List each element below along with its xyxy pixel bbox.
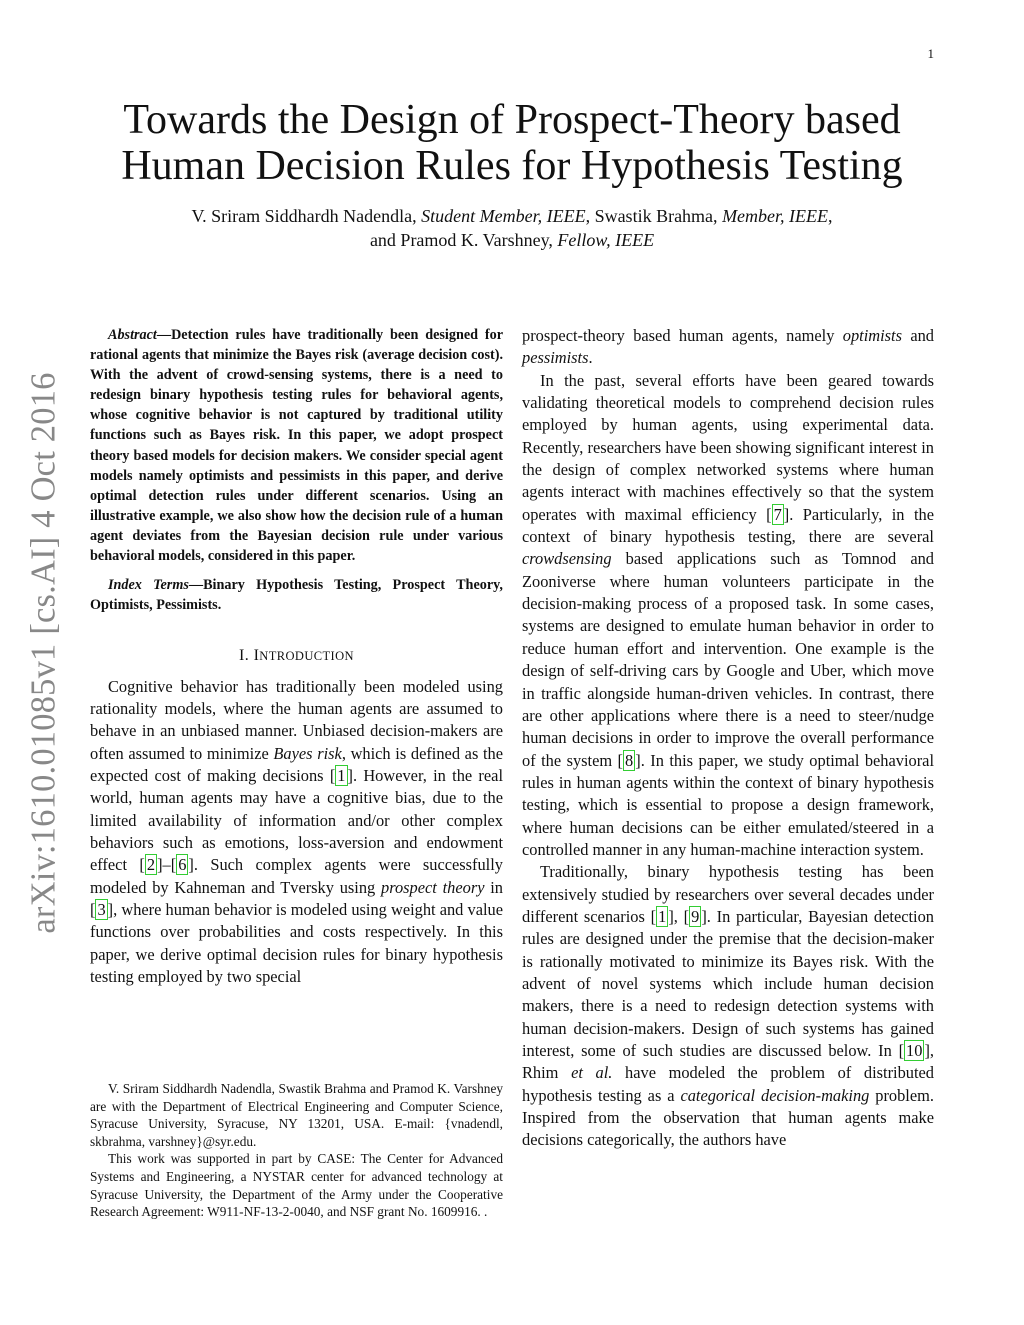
abstract-text: —Detection rules have traditionally been designed for rational agents that minimize the Bayes risk (average decision cost). With the advent of crowd-sensing systems, there is a need to redesign binary hypothesis testing rules for behavioral agents, whose cognitive behavior is not captured by traditional utility functions such as Bayes risk. In this paper, we adopt prospect theory based models for decision makers. We consider special agent models namely optimists and pessimists in this paper, and derive optimal detection rules under different scenarios. Using an illustrative example, we also show how the decision rule of a human agent deviates from the Bayesian decision rule under various behavioral models, considered in this paper. bbox=[90, 327, 503, 565]
right-paragraph-3: Traditionally, binary hypothesis testing has been extensively studied by researchers over several decades under different scenarios [ 1 ], [ 9 ]. In particular, Bayesian detection rules are designed under the premise that the decision-maker is rationally motivated to minimize its Bayes risk. With the advent of novel systems which include human decision makers, there is a need to redesign detection systems with human decision-makers. Design of such systems has gained interest, some of such studies are discussed below. In [ 10 ], Rhim et al. have modeled the problem of distributed hypothesis testing as a categorical decision-making problem. Inspired from the observation that human agents make decisions categorically, the authors have bbox=[522, 862, 934, 1150]
citation-link[interactable]: 6 bbox=[178, 855, 187, 875]
footnote-affiliation: V. Sriram Siddhardh Nadendla, Swastik Brahma and Pramod K. Varshney are with the Department of Electrical Engineering and Computer Science, Syracuse University, Syracuse, NY 13201, USA. E-mail: {vnadendl, skbrahma, varshney}@syr.edu. bbox=[90, 1081, 503, 1149]
citation-link[interactable]: 10 bbox=[906, 1041, 923, 1060]
index-terms bbox=[90, 575, 503, 615]
left-column bbox=[90, 325, 503, 988]
author-2-role: Member, IEEE bbox=[722, 206, 829, 226]
author-list bbox=[100, 204, 924, 252]
abstract-label: Abstract bbox=[108, 327, 157, 343]
author-2-name: , Swastik Brahma, bbox=[585, 206, 723, 226]
index-terms-text: —Binary Hypothesis Testing, Prospect Theory, Optimists, Pessimists. bbox=[90, 577, 503, 614]
footnotes bbox=[90, 1080, 503, 1221]
right-paragraph-1: prospect-theory based human agents, namely optimists and pessimists. bbox=[522, 326, 934, 368]
title-line-2: Human Decision Rules for Hypothesis Testing bbox=[121, 143, 903, 189]
author-1-name: V. Sriram Siddhardh Nadendla, bbox=[191, 206, 422, 226]
citation-link[interactable]: 3 bbox=[97, 900, 106, 920]
section-heading-introduction bbox=[90, 645, 503, 667]
section-number: I. bbox=[239, 647, 254, 665]
right-column bbox=[522, 325, 934, 1152]
index-terms-label: Index Terms bbox=[108, 577, 189, 594]
citation-link[interactable]: 1 bbox=[337, 766, 346, 786]
page-number: 1 bbox=[927, 46, 934, 61]
citation-link[interactable]: 7 bbox=[773, 504, 782, 524]
author-2-end: , bbox=[828, 206, 833, 226]
citation-link[interactable]: 8 bbox=[625, 750, 634, 770]
citation-link[interactable]: 1 bbox=[658, 906, 667, 926]
title-line-1: Towards the Design of Prospect-Theory based bbox=[123, 97, 901, 143]
abstract bbox=[90, 325, 503, 566]
citation-link[interactable]: 9 bbox=[691, 906, 700, 926]
section-first-letter: I bbox=[253, 647, 260, 665]
footnote-funding: This work was supported in part by CASE: The Center for Advanced Systems and Engineering, a NYSTAR center for advanced technology at Syracuse University, the Department of the Army under the Cooperative Research Agreement: W911-NF-13-2-0040, and NSF grant No. 1609916. . bbox=[90, 1151, 503, 1220]
citation-link[interactable]: 2 bbox=[146, 855, 156, 875]
section-rest: NTRODUCTION bbox=[259, 649, 354, 664]
author-3-name: and Pramod K. Varshney, bbox=[369, 230, 558, 250]
arxiv-stamp-text: arXiv:1610.01085v1 [cs.AI] 4 Oct 2016 bbox=[24, 371, 63, 934]
author-3-role: Fellow, IEEE bbox=[557, 230, 655, 250]
arxiv-identifier-stamp bbox=[14, 371, 74, 934]
right-paragraph-2: In the past, several efforts have been geared towards validating theoretical models to comprehend decision rules employed by human agents, using experimental data. Recently, researchers have been showing significant interest in the design of complex networked systems where human agents interact with machines effectively so that the system operates with maximal efficiency [ 7 ]. Particularly, in the context of binary hypothesis testing, there are several crowdsensing based applications such as Tomnod and Zooniverse where human volunteers participate in the decision-making process of a proposed task. In some cases, systems are designed to emulate human behavior in order to reduce human effort and intervention. One example is the design of self-driving cars by Google and Uber, which move in traffic alongside human-driven vehicles. In contrast, there are other applications where there is a need to steer/nudge human decisions in order to improve the overall performance of the system [ 8 ]. In this paper, we study optimal behavioral rules in human agents within the context of binary hypothesis testing, which is essential to propose a design framework, where human decisions can be either emulated/steered in a controlled manner in any human-machine interaction system. bbox=[522, 370, 934, 859]
author-emails: {vnadendl, skbrahma, varshney}@syr.edu. bbox=[90, 1116, 503, 1149]
intro-paragraph-1: Cognitive behavior has traditionally been modeled using rationality models, where the human agents are assumed to behave in an unbiased manner. Unbiased decision-makers are often assumed to minimize Bayes risk, which is defined as the expected cost of making decisions [ 1 ]. However, in the real world, human agents may have a cognitive bias, due to the limited availability of information and/or other complex behaviors such as emotions, loss-aversion and endowment effect [ 2 ]–[ 6 ]. Such complex agents were successfully modeled by Kahneman and Tversky using prospect theory in [ 3 ], where human behavior is modeled using weight and value functions over probabilities and costs respectively. In this paper, we derive optimal decision rules for binary hypothesis testing employed by two special bbox=[90, 676, 504, 987]
author-1-role: Student Member, IEEE bbox=[421, 206, 586, 226]
paper-title bbox=[100, 97, 924, 189]
